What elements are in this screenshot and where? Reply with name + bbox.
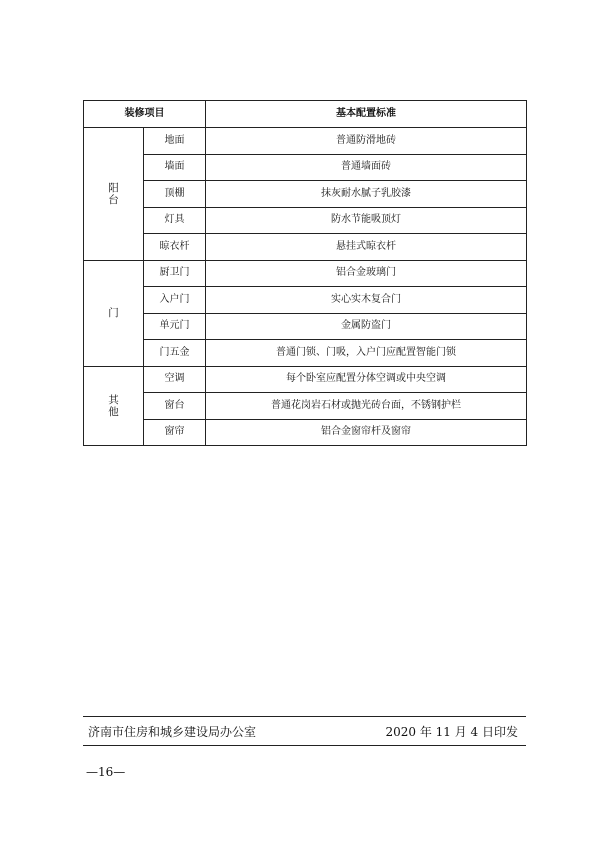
table-row bbox=[84, 154, 527, 181]
standard-cell: 金属防盗门 bbox=[206, 313, 527, 340]
item-cell: 晾衣杆 bbox=[144, 234, 206, 261]
standard-cell: 普通门锁、门吸，入户门应配置智能门锁 bbox=[206, 340, 527, 367]
standard-cell: 铝合金窗帘杆及窗帘 bbox=[206, 419, 527, 446]
table-row bbox=[84, 313, 527, 340]
table-row bbox=[84, 234, 527, 261]
item-cell: 墙面 bbox=[144, 154, 206, 181]
item-cell: 地面 bbox=[144, 128, 206, 155]
standard-cell: 每个卧室应配置分体空调或中央空调 bbox=[206, 366, 527, 393]
standard-cell: 悬挂式晾衣杆 bbox=[206, 234, 527, 261]
header-standard: 基本配置标准 bbox=[206, 101, 527, 128]
standard-cell: 普通花岗岩石材或抛光砖台面，不锈钢护栏 bbox=[206, 393, 527, 420]
table-row bbox=[84, 128, 527, 155]
item-cell: 顶棚 bbox=[144, 181, 206, 208]
group-label-char: 门 bbox=[108, 307, 119, 319]
item-cell: 窗台 bbox=[144, 393, 206, 420]
item-cell: 单元门 bbox=[144, 313, 206, 340]
item-cell: 空调 bbox=[144, 366, 206, 393]
group-label bbox=[84, 260, 144, 366]
footer-bottom-rule bbox=[83, 745, 526, 746]
standard-cell: 普通墙面砖 bbox=[206, 154, 527, 181]
footer bbox=[88, 723, 518, 740]
standard-cell: 普通防滑地砖 bbox=[206, 128, 527, 155]
item-cell: 门五金 bbox=[144, 340, 206, 367]
footer-top-rule bbox=[83, 716, 526, 717]
group-label-char: 台 bbox=[108, 193, 119, 206]
group-label-char: 他 bbox=[108, 405, 119, 418]
group-label bbox=[84, 128, 144, 261]
table-header-row bbox=[84, 101, 527, 128]
item-cell: 灯具 bbox=[144, 207, 206, 234]
page-number: —16— bbox=[86, 765, 126, 779]
table-body bbox=[84, 128, 527, 446]
item-cell: 入户门 bbox=[144, 287, 206, 314]
table-row bbox=[84, 260, 527, 287]
standard-cell: 实心实木复合门 bbox=[206, 287, 527, 314]
standard-cell: 防水节能吸顶灯 bbox=[206, 207, 527, 234]
footer-issuer: 济南市住房和城乡建设局办公室 bbox=[88, 725, 257, 739]
group-label-char: 阳 bbox=[108, 181, 119, 194]
table-row bbox=[84, 393, 527, 420]
table-row bbox=[84, 340, 527, 367]
group-label bbox=[84, 366, 144, 446]
table-row bbox=[84, 366, 527, 393]
header-item: 装修项目 bbox=[84, 101, 206, 128]
standards-table bbox=[83, 100, 527, 446]
standard-cell: 抹灰耐水腻子乳胶漆 bbox=[206, 181, 527, 208]
group-label-char: 其 bbox=[108, 393, 119, 406]
table-row bbox=[84, 419, 527, 446]
table-row bbox=[84, 287, 527, 314]
item-cell: 窗帘 bbox=[144, 419, 206, 446]
item-cell: 厨卫门 bbox=[144, 260, 206, 287]
footer-date: 2020 年 11 月 4 日印发 bbox=[385, 725, 518, 739]
table-row bbox=[84, 181, 527, 208]
table-row bbox=[84, 207, 527, 234]
standard-cell: 铝合金玻璃门 bbox=[206, 260, 527, 287]
